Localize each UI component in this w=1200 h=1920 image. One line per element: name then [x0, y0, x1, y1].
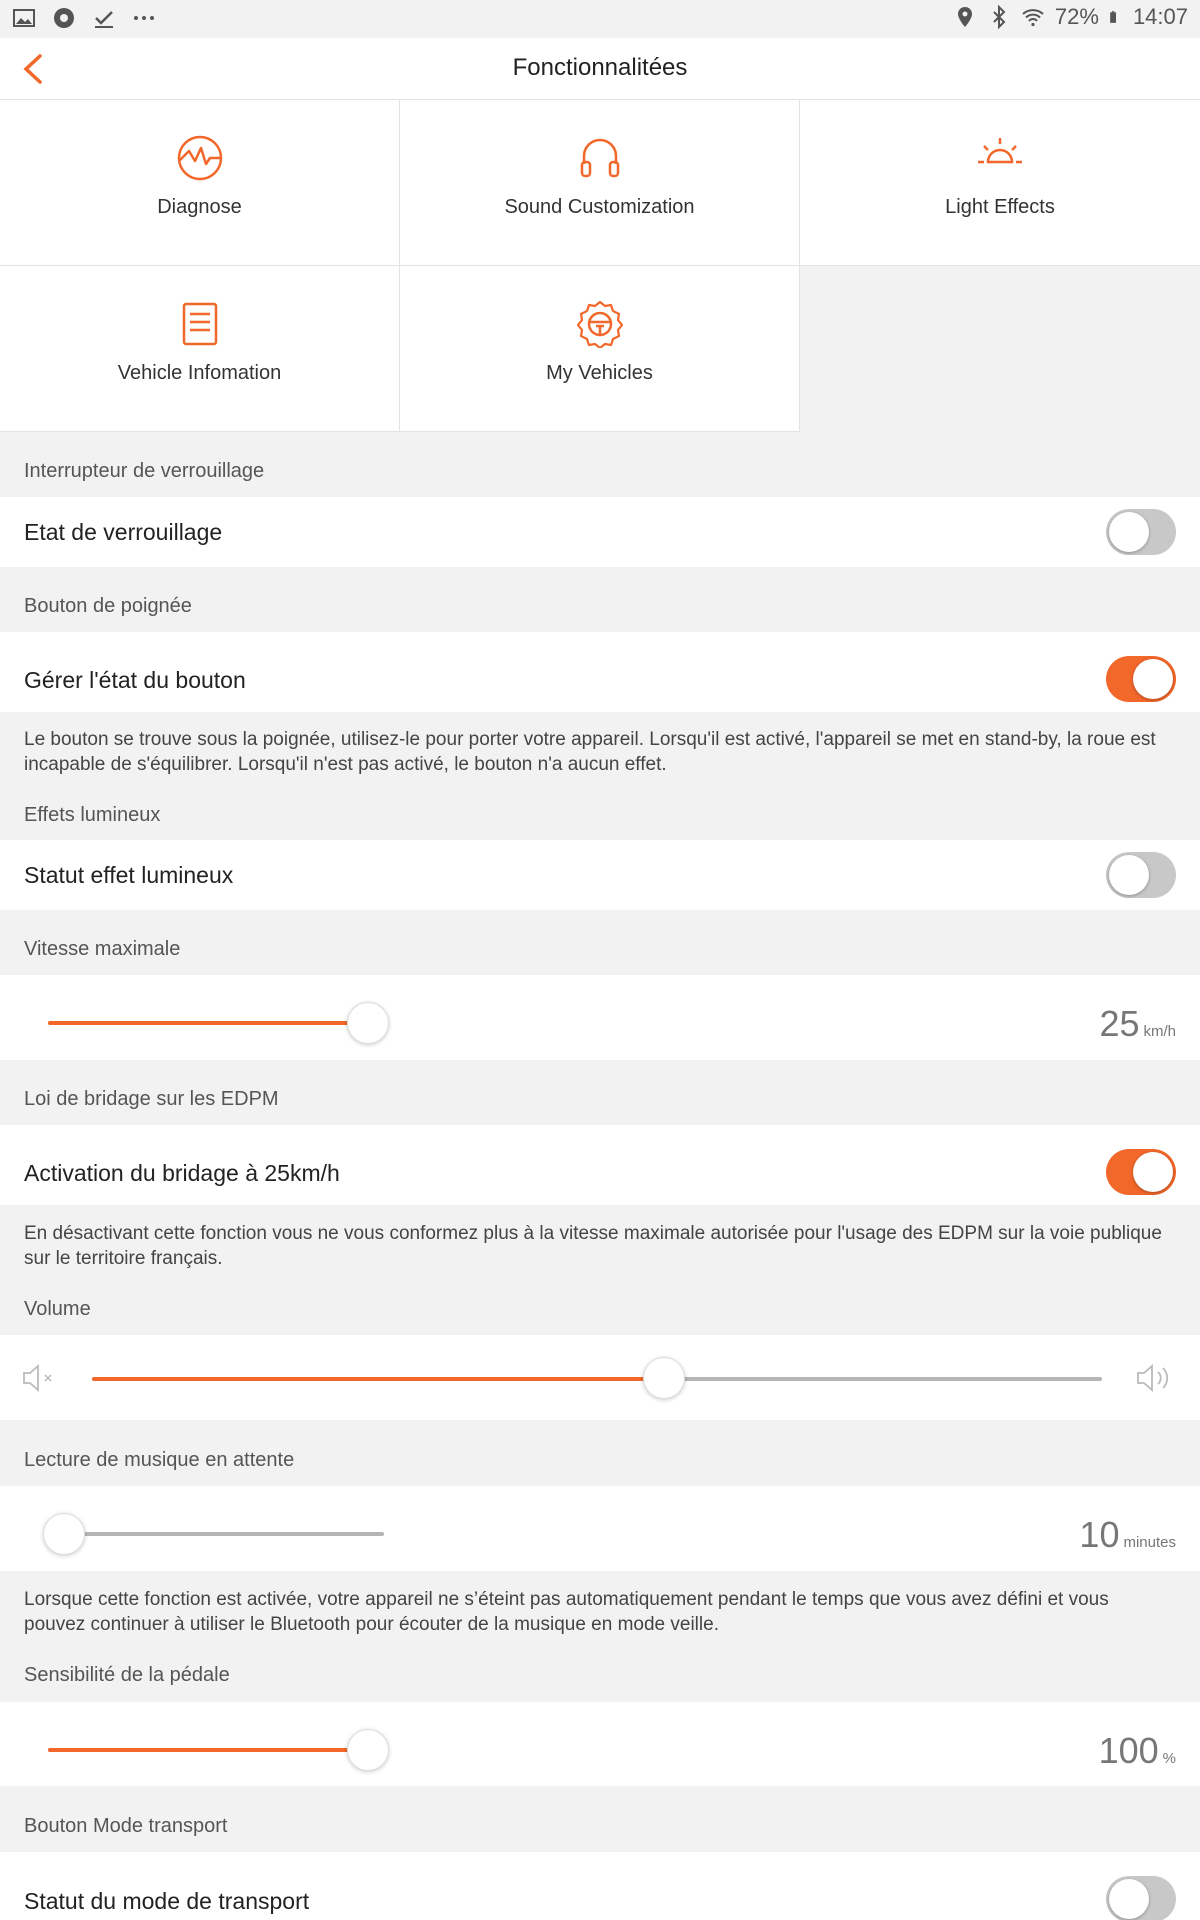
speed-limit-toggle[interactable]	[1106, 1149, 1176, 1195]
feature-grid	[0, 100, 1200, 432]
music-standby-unit: minutes	[1123, 1534, 1176, 1551]
chrome-icon	[52, 6, 76, 30]
music-standby-description: Lorsque cette fonction est activée, votre appareil ne s’éteint pas automatiquement pendant le temps que vous avez défini et vous pouvez continuer à utiliser le Bluetooth pour écouter de la musique en mode veille.	[24, 1589, 1109, 1635]
feature-label: Sound Customization	[504, 196, 695, 218]
music-standby-slider-thumb[interactable]	[43, 1513, 85, 1555]
check-icon	[92, 6, 116, 30]
volume-mute-icon[interactable]	[22, 1363, 58, 1393]
pedal-sensitivity-unit: %	[1162, 1750, 1176, 1767]
max-speed-number: 25	[1099, 1003, 1140, 1044]
music-standby-number: 10	[1079, 1514, 1120, 1555]
battery-icon	[1109, 5, 1123, 29]
app-header	[0, 38, 1200, 100]
section-music-standby: Lecture de musique en attente	[24, 1449, 295, 1471]
document-icon	[176, 300, 224, 348]
handle-button-label: Gérer l'état du bouton	[24, 667, 246, 693]
light-effects-toggle[interactable]	[1106, 852, 1176, 898]
pedal-sensitivity-fill	[48, 1748, 368, 1752]
feature-label: Light Effects	[945, 196, 1055, 218]
lock-label: Etat de verrouillage	[24, 519, 223, 545]
speed-limit-description: En désactivant cette fonction vous ne vous conformez plus à la vitesse maximale autorisée pour l'usage des EDPM sur la voie publique sur le territoire français.	[24, 1223, 1162, 1269]
feature-light-effects[interactable]	[800, 100, 1200, 266]
section-light-effects: Effets lumineux	[24, 804, 161, 826]
page-title: Fonctionnalitées	[512, 54, 688, 81]
feature-label: Diagnose	[157, 196, 242, 218]
feature-vehicle-information[interactable]	[0, 266, 400, 432]
section-speed-limit: Loi de bridage sur les EDPM	[24, 1088, 279, 1110]
music-standby-track	[64, 1532, 384, 1536]
feature-sound-customization[interactable]	[400, 100, 800, 266]
feature-diagnose[interactable]	[0, 100, 400, 266]
transport-mode-row	[0, 1852, 1200, 1920]
section-lock: Interrupteur de verrouillage	[24, 460, 265, 482]
clock: 14:07	[1132, 4, 1188, 29]
handle-button-description: Le bouton se trouve sous la poignée, utilisez-le pour porter votre appareil. Lorsqu'il est activé, l'appareil se met en stand-by, la roue est incapable de s'équilibrer. Lorsqu'il n'est pas activé, le bouton n'a aucun effet.	[24, 729, 1156, 775]
section-volume: Volume	[24, 1298, 91, 1320]
battery-percent: 72%	[1054, 4, 1099, 29]
steering-wheel-icon	[576, 300, 624, 348]
section-max-speed: Vitesse maximale	[24, 938, 181, 960]
gallery-icon	[12, 6, 36, 30]
pedal-sensitivity-number: 100	[1098, 1730, 1159, 1771]
volume-fill	[92, 1377, 658, 1381]
lock-toggle[interactable]	[1106, 509, 1176, 555]
section-pedal-sensitivity: Sensibilité de la pédale	[24, 1664, 230, 1686]
feature-label: Vehicle Infomation	[117, 362, 282, 384]
music-standby-row	[0, 1486, 1200, 1571]
handle-button-row	[0, 632, 1200, 712]
pedal-sensitivity-row	[0, 1702, 1200, 1786]
status-bar	[0, 0, 1200, 38]
max-speed-slider-thumb[interactable]	[347, 1002, 389, 1044]
section-transport-mode: Bouton Mode transport	[24, 1815, 228, 1837]
more-icon	[132, 6, 156, 30]
volume-slider-thumb[interactable]	[643, 1357, 685, 1399]
max-speed-unit: km/h	[1143, 1023, 1176, 1040]
handle-button-toggle[interactable]	[1106, 656, 1176, 702]
speed-limit-label: Activation du bridage à 25km/h	[24, 1160, 340, 1186]
volume-row	[0, 1335, 1200, 1420]
pedal-sensitivity-slider-thumb[interactable]	[347, 1729, 389, 1771]
light-icon	[976, 134, 1024, 182]
location-icon	[953, 5, 977, 29]
max-speed-value	[1099, 1003, 1176, 1045]
wifi-icon	[1021, 5, 1045, 29]
max-speed-fill	[48, 1021, 368, 1025]
lock-row	[0, 497, 1200, 567]
light-effects-label: Statut effet lumineux	[24, 862, 234, 888]
bluetooth-icon	[987, 5, 1011, 29]
feature-label: My Vehicles	[546, 362, 653, 384]
music-standby-value	[1079, 1514, 1176, 1556]
headphones-icon	[576, 134, 624, 182]
feature-my-vehicles[interactable]	[400, 266, 800, 432]
pedal-sensitivity-value	[1099, 1730, 1176, 1772]
speed-limit-row	[0, 1125, 1200, 1205]
light-effects-row	[0, 840, 1200, 910]
section-handle-button: Bouton de poignée	[24, 595, 192, 617]
max-speed-row	[0, 975, 1200, 1060]
volume-up-icon[interactable]	[1136, 1363, 1178, 1393]
transport-mode-toggle[interactable]	[1106, 1876, 1176, 1920]
transport-mode-label: Statut du mode de transport	[24, 1888, 310, 1914]
diagnose-icon	[176, 134, 224, 182]
